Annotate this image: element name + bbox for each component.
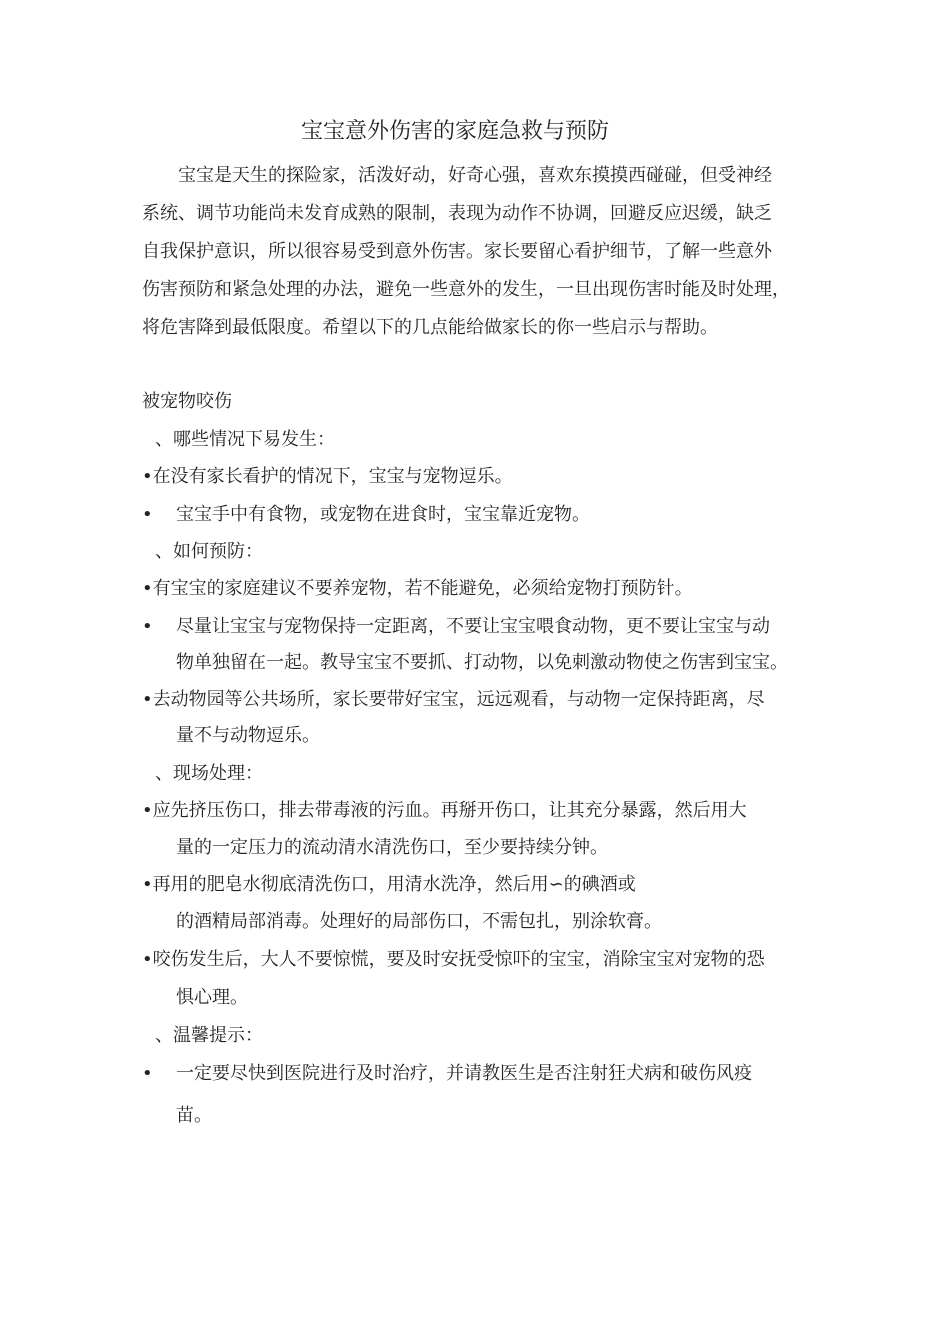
tip-item-1-line-1: 一定要尽快到医院进行及时治疗，并请教医生是否注射狂犬病和破伤风疫 bbox=[176, 1063, 752, 1084]
section-heading: 被宠物咬伤 bbox=[142, 391, 232, 412]
subheading-tips: 、温馨提示： bbox=[155, 1025, 263, 1046]
intro-line-5: 将危害降到最低限度。希望以下的几点能给做家长的你一些启示与帮助。 bbox=[142, 317, 718, 338]
onsite-item-2-line-2: 的酒精局部消毒。处理好的局部伤口，不需包扎，别涂软膏。 bbox=[176, 911, 662, 932]
prevent-item-2-line-1: 尽量让宝宝与宠物保持一定距离，不要让宝宝喂食动物，更不要让宝宝与动 bbox=[176, 616, 770, 637]
subheading-onsite: 、现场处理： bbox=[155, 763, 263, 784]
prevent-item-3-line-2: 量不与动物逗乐。 bbox=[176, 725, 320, 746]
intro-line-2: 系统、调节功能尚未发育成熟的限制，表现为动作不协调，回避反应迟缓，缺乏 bbox=[142, 203, 772, 224]
intro-line-4: 伤害预防和紧急处理的办法，避免一些意外的发生，一旦出现伤害时能及时处理， bbox=[142, 279, 790, 300]
onsite-item-3-line-2: 惧心理。 bbox=[176, 987, 248, 1008]
onsite-item-1-line-2: 量的一定压力的流动清水清洗伤口，至少要持续分钟。 bbox=[176, 837, 608, 858]
intro-line-3: 自我保护意识，所以很容易受到意外伤害。家长要留心看护细节，了解一些意外 bbox=[142, 241, 772, 262]
prevent-item-1: •有宝宝的家庭建议不要养宠物，若不能避免，必须给宠物打预防针。 bbox=[142, 578, 693, 599]
prevent-item-2-line-2: 物单独留在一起。教导宝宝不要抓、打动物，以免刺激动物使之伤害到宝宝。 bbox=[176, 652, 788, 673]
subheading-prevention: 、如何预防： bbox=[155, 541, 263, 562]
onsite-item-2-line-1: •再用的肥皂水彻底清洗伤口，用清水洗净，然后用∽的碘酒或 bbox=[142, 874, 636, 895]
subheading-causes: 、哪些情况下易发生： bbox=[155, 429, 335, 450]
onsite-item-1-line-1: •应先挤压伤口，排去带毒液的污血。再掰开伤口，让其充分暴露，然后用大 bbox=[142, 800, 747, 821]
cause-item-2: 宝宝手中有食物，或宠物在进食时，宝宝靠近宠物。 bbox=[176, 504, 590, 525]
cause-item-1: •在没有家长看护的情况下，宝宝与宠物逗乐。 bbox=[142, 466, 513, 487]
onsite-item-3-line-1: •咬伤发生后，大人不要惊慌，要及时安抚受惊吓的宝宝，消除宝宝对宠物的恐 bbox=[142, 949, 765, 970]
tip-item-1-line-2: 苗。 bbox=[176, 1105, 212, 1126]
tip-bullet-1: • bbox=[142, 1063, 153, 1084]
document-title: 宝宝意外伤害的家庭急救与预防 bbox=[301, 119, 610, 144]
prevent-item-3-line-1: •去动物园等公共场所，家长要带好宝宝，远远观看，与动物一定保持距离，尽 bbox=[142, 689, 765, 710]
prevent-bullet-2: • bbox=[142, 616, 153, 637]
intro-line-1: 宝宝是天生的探险家，活泼好动，好奇心强，喜欢东摸摸西碰碰，但受神经 bbox=[178, 165, 772, 186]
cause-bullet-2: • bbox=[142, 504, 153, 525]
